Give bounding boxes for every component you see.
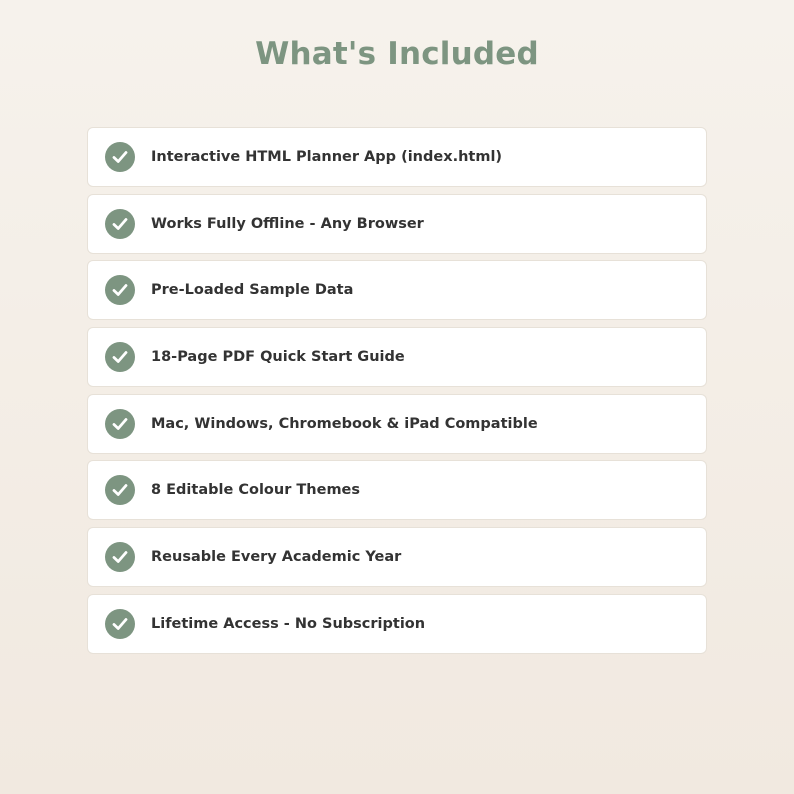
list-item-label: Pre-Loaded Sample Data [151, 282, 354, 299]
list-item-label: Lifetime Access - No Subscription [151, 615, 426, 632]
check-circle-icon [105, 342, 135, 372]
list-item-label: Reusable Every Academic Year [151, 549, 402, 566]
check-circle-icon [105, 475, 135, 505]
list-item [87, 327, 707, 387]
check-circle-icon [105, 142, 135, 172]
check-circle-icon [105, 542, 135, 572]
list-item [87, 527, 707, 587]
page-title: What's Included [255, 36, 539, 72]
list-item [87, 394, 707, 454]
list-item-label: 8 Editable Colour Themes [151, 482, 361, 499]
list-item [87, 594, 707, 654]
list-item [87, 460, 707, 520]
list-item-label: Works Fully Offline - Any Browser [151, 215, 424, 232]
included-list [87, 127, 707, 661]
list-item [87, 127, 707, 187]
list-item-label: 18-Page PDF Quick Start Guide [151, 349, 405, 366]
check-circle-icon [105, 209, 135, 239]
list-item [87, 260, 707, 320]
list-item-label: Interactive HTML Planner App (index.html) [151, 149, 503, 165]
list-item [87, 194, 707, 254]
check-circle-icon [105, 409, 135, 439]
check-circle-icon [105, 275, 135, 305]
list-item-label: Mac, Windows, Chromebook & iPad Compatible [151, 415, 538, 432]
check-circle-icon [105, 609, 135, 639]
